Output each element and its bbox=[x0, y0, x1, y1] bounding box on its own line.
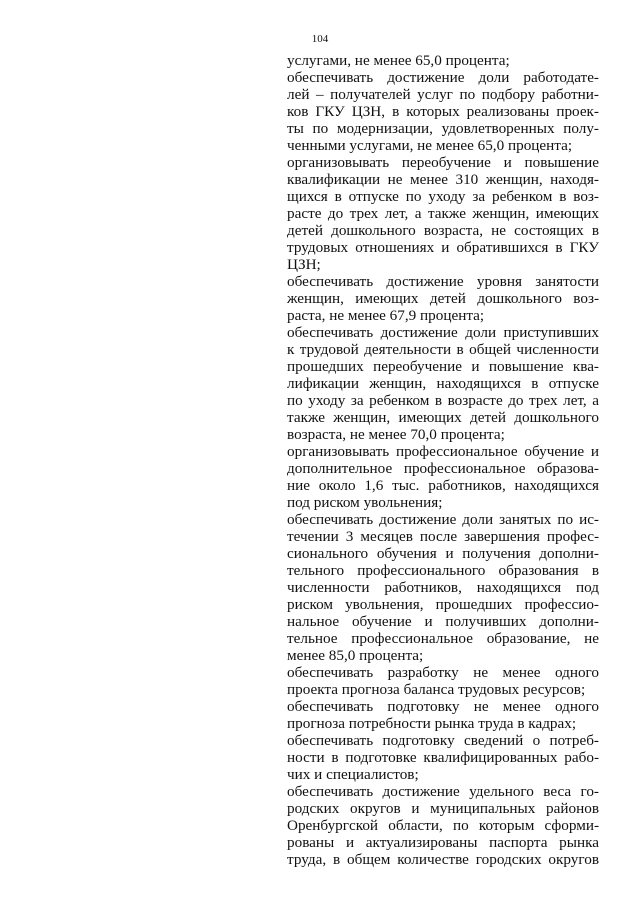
text-line: численности работников, находящихся под bbox=[287, 579, 599, 596]
text-line: детей дошкольного возраста, не состоящих в bbox=[287, 222, 599, 239]
text-line: ние около 1,6 тыс. работников, находящихся bbox=[287, 477, 599, 494]
text-line: по уходу за ребенком в возрасте до трех лет, а bbox=[287, 392, 599, 409]
text-line: сионального обучения и получения дополни- bbox=[287, 545, 599, 562]
text-line: прогноза потребности рынка труда в кадрах; bbox=[287, 715, 577, 732]
text-line: под риском увольнения; bbox=[287, 494, 443, 511]
text-line: организовывать переобучение и повышение bbox=[287, 154, 599, 171]
text-line: обеспечивать подготовку не менее одного bbox=[287, 698, 599, 715]
text-line: женщин, имеющих детей дошкольного воз- bbox=[287, 290, 599, 307]
text-line: ности в подготовке квалифицированных рабо- bbox=[287, 749, 599, 766]
text-line: обеспечивать подготовку сведений о потреб- bbox=[287, 732, 599, 749]
text-line: щихся в отпуске по уходу за ребенком в воз- bbox=[287, 188, 599, 205]
text-line: тельное профессиональное образование, не bbox=[287, 630, 599, 647]
text-line: к трудовой деятельности в общей численности bbox=[287, 341, 599, 358]
text-line: родских округов и муниципальных районов bbox=[287, 800, 599, 817]
text-line: организовывать профессиональное обучение и bbox=[287, 443, 599, 460]
text-line: лей – получателей услуг по подбору работни- bbox=[287, 86, 599, 103]
text-line: раста, не менее 67,9 процента; bbox=[287, 307, 485, 324]
text-line: также женщин, имеющих детей дошкольного bbox=[287, 409, 599, 426]
text-line: риском увольнения, прошедших профессио- bbox=[287, 596, 599, 613]
text-line: услугами, не менее 65,0 процента; bbox=[287, 52, 510, 69]
document-body-text bbox=[287, 52, 599, 868]
text-line: чих и специалистов; bbox=[287, 766, 419, 783]
text-line: ты по модернизации, удовлетворенных полу- bbox=[287, 120, 599, 137]
text-line: квалификации не менее 310 женщин, находя- bbox=[287, 171, 599, 188]
text-line: возраста, не менее 70,0 процента; bbox=[287, 426, 505, 443]
text-line: прошедших переобучение и повышение ква- bbox=[287, 358, 599, 375]
text-line: дополнительное профессиональное образова- bbox=[287, 460, 599, 477]
text-line: расте до трех лет, а также женщин, имеющих bbox=[287, 205, 599, 222]
text-line: обеспечивать достижение уровня занятости bbox=[287, 273, 599, 290]
text-line: обеспечивать достижение доли приступивших bbox=[287, 324, 599, 341]
text-line: менее 85,0 процента; bbox=[287, 647, 424, 664]
text-line: ченными услугами, не менее 65,0 процента; bbox=[287, 137, 573, 154]
text-line: проекта прогноза баланса трудовых ресурсов; bbox=[287, 681, 586, 698]
text-line: ков ГКУ ЦЗН, в которых реализованы проек- bbox=[287, 103, 599, 120]
text-line: обеспечивать достижение удельного веса го- bbox=[287, 783, 599, 800]
page-number: 104 bbox=[311, 33, 329, 45]
text-line: обеспечивать разработку не менее одного bbox=[287, 664, 599, 681]
text-line: Оренбургской области, по которым сформи- bbox=[287, 817, 599, 834]
text-line: нальное обучение и получивших дополни- bbox=[287, 613, 599, 630]
text-line: обеспечивать достижение доли занятых по ис- bbox=[287, 511, 599, 528]
text-line: лификации женщин, находящихся в отпуске bbox=[287, 375, 599, 392]
text-line: тельного профессионального образования в bbox=[287, 562, 599, 579]
text-line: ЦЗН; bbox=[287, 256, 321, 273]
text-line: течении 3 месяцев после завершения профес- bbox=[287, 528, 599, 545]
text-line: рованы и актуализированы паспорта рынка bbox=[287, 834, 599, 851]
text-line: трудовых отношениях и обратившихся в ГКУ bbox=[287, 239, 599, 256]
text-line: труда, в общем количестве городских округов bbox=[287, 851, 599, 868]
text-line: обеспечивать достижение доли работодате- bbox=[287, 69, 599, 86]
